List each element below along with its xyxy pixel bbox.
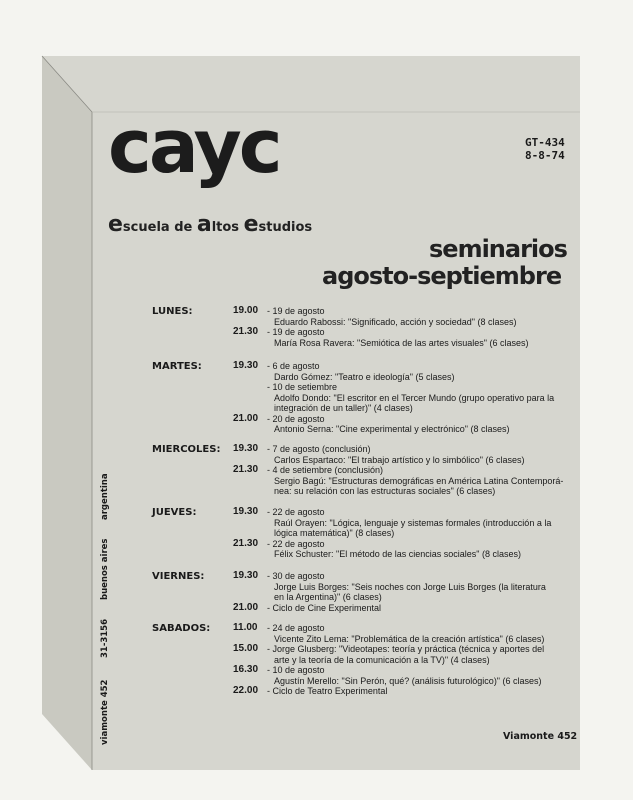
day-label: SABADOS: <box>152 623 211 634</box>
session-time: 21.30 <box>233 464 259 475</box>
session-date: - Jorge Glusberg: "Videotapes: teoría y práctica (técnica y aportes del <box>267 644 545 654</box>
session-date: - 19 de agosto <box>267 327 325 337</box>
session-detail: Antonio Serna: "Cine experimental y electrónico" (8 clases) <box>274 424 510 434</box>
session-date: - 24 de agosto <box>267 623 325 633</box>
session-time: 21.30 <box>233 537 259 549</box>
session-detail: María Rosa Ravera: "Semiótica de las artes visuales" (6 clases) <box>274 337 529 348</box>
session-detail: nea: su relación con las estructuras sociales" (6 clases) <box>274 486 496 496</box>
session-detail: Agustín Merello: "Sin Perón, qué? (análisis futurológico)" (6 clases) <box>274 675 542 686</box>
seminars-title: seminarios <box>429 235 567 263</box>
session-detail: integración de un taller)" (4 clases) <box>274 403 413 413</box>
school-subtitle <box>108 214 312 239</box>
session-date: - 19 de agosto <box>267 306 325 316</box>
session-time: 19.30 <box>233 506 259 517</box>
session-detail: arte y la teoría de la comunicación a la TV)" (4 clases) <box>274 654 490 665</box>
subtitle-text: studios <box>258 220 313 235</box>
session-detail: Carlos Espartaco: "El trabajo artístico y lo simbólico" (6 clases) <box>274 454 525 465</box>
session-date: - 10 de setiembre <box>267 382 338 392</box>
session-detail: Félix Schuster: "El método de las ciencias sociales" (8 clases) <box>274 549 521 559</box>
session-detail: Raúl Orayen: "Lógica, lenguaje y sistemas formales (introducción a la <box>274 517 552 528</box>
day-label: VIERNES: <box>152 571 205 582</box>
session-date: - 22 de agosto <box>267 507 325 517</box>
side-phone: 31-3156 <box>100 618 110 658</box>
day-label: MIERCOLES: <box>152 444 221 455</box>
session-time: 22.00 <box>233 685 259 696</box>
document-code: GT-434 <box>525 136 565 149</box>
session-date: - 7 de agosto (conclusión) <box>267 444 371 454</box>
footer-address: Viamonte 452 <box>503 731 578 742</box>
session-time: 16.30 <box>233 664 259 675</box>
session-detail: Adolfo Dondo: "El escritor en el Tercer Mundo (grupo operativo para la <box>274 392 555 403</box>
subtitle-initial: e <box>243 212 259 237</box>
session-date: - 30 de agosto <box>267 571 325 581</box>
session-time: 21.00 <box>233 601 259 613</box>
side-address: viamonte 452 <box>100 679 110 745</box>
side-country: argentina <box>100 473 110 520</box>
session-date: - 10 de agosto <box>267 665 325 675</box>
day-label: MARTES: <box>152 361 202 372</box>
day-label: LUNES: <box>152 306 193 317</box>
period-title: agosto-septiembre <box>322 262 562 290</box>
session-date: - Ciclo de Teatro Experimental <box>267 686 388 696</box>
session-detail: Eduardo Rabossi: "Significado, acción y sociedad" (8 clases) <box>274 316 517 327</box>
session-date: - 20 de agosto <box>267 413 325 424</box>
session-time: 21.30 <box>233 326 259 337</box>
session-date: - Ciclo de Cine Experimental <box>267 602 382 613</box>
subtitle-text: ltos <box>211 220 244 235</box>
session-date: - 6 de agosto <box>267 361 320 371</box>
session-time: 19.00 <box>233 305 259 316</box>
session-detail: lógica matemática)" (8 clases) <box>274 528 395 538</box>
cayc-logo: cayc <box>108 104 280 190</box>
document-date: 8-8-74 <box>525 149 565 162</box>
subtitle-initial: a <box>196 212 212 237</box>
subtitle-text: scuela de <box>122 220 197 235</box>
session-detail: en la Argentina)" (6 clases) <box>274 592 382 602</box>
session-detail: Dardo Gómez: "Teatro e ideología" (5 clases) <box>274 371 455 382</box>
session-detail: Sergio Bagú: "Estructuras demográficas en América Latina Contemporá- <box>274 475 564 486</box>
session-detail: Jorge Luis Borges: "Seis noches con Jorge Luis Borges (la literatura <box>274 581 546 592</box>
session-time: 19.30 <box>233 360 259 371</box>
session-date: - 22 de agosto <box>267 538 325 549</box>
session-time: 15.00 <box>233 643 259 654</box>
day-label: JUEVES: <box>152 507 197 518</box>
side-city: buenos aires <box>100 538 110 600</box>
subtitle-initial: e <box>108 212 123 237</box>
session-time: 19.30 <box>233 570 259 581</box>
session-time: 21.00 <box>233 412 259 424</box>
session-time: 11.00 <box>233 622 258 633</box>
session-date: - 4 de setiembre (conclusión) <box>267 465 384 475</box>
session-time: 19.30 <box>233 443 259 454</box>
session-detail: Vicente Zito Lema: "Problemática de la creación artística" (6 clases) <box>274 633 545 644</box>
